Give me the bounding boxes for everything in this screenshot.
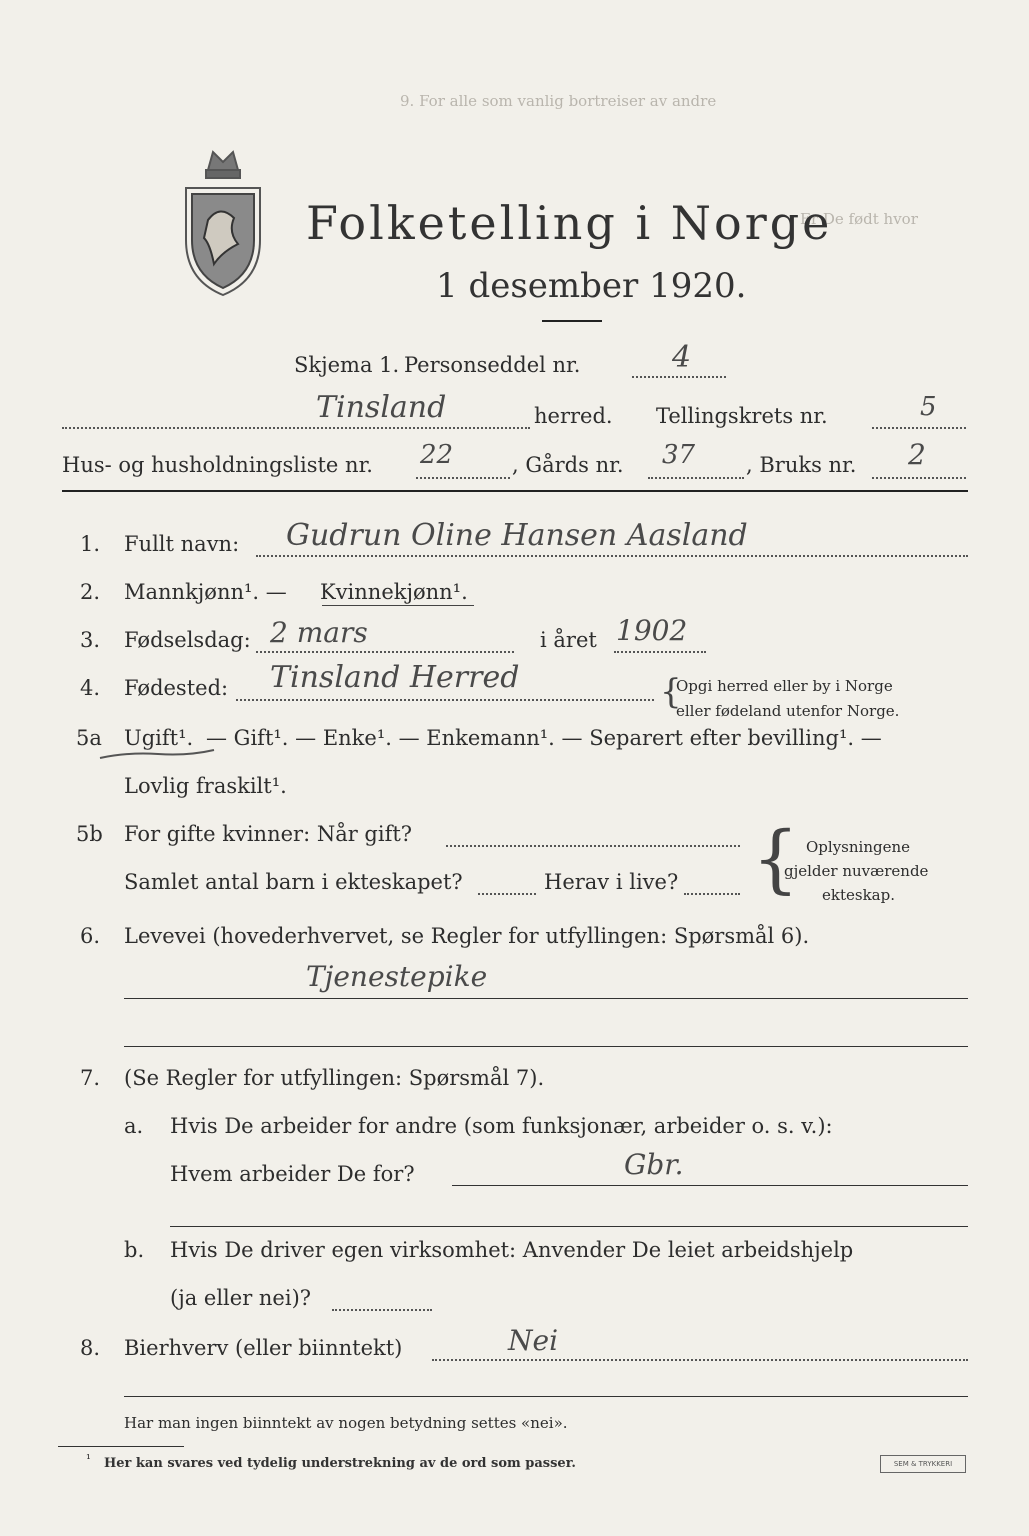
q7b-question: (ja eller nei)? [170,1286,312,1310]
printer-stamp: SEM & TRYKKERI [880,1455,966,1473]
q8-number: 8. [80,1336,101,1360]
q5a-number: 5a [76,726,102,750]
q7b-letter: b. [124,1238,145,1262]
bruks-number[interactable]: 2 [908,438,926,471]
footnote-divider [58,1446,184,1447]
q1-label: Fullt navn: [124,532,240,556]
q7b-field-line [332,1309,432,1311]
bruks-label: , Bruks nr. [746,453,857,477]
q3-year-field-line [614,651,706,653]
q5a-underline-mark [98,744,218,764]
husliste-field-line [416,477,510,479]
birthday-value[interactable]: 2 mars [270,616,368,649]
q8-text: Bierhverv (eller biinntekt) [124,1336,403,1360]
full-name-value[interactable]: Gudrun Oline Hansen Aasland [286,518,748,553]
bruks-field-line [872,477,966,479]
q8-field-line-2 [124,1396,968,1397]
q6-field-line [124,998,968,999]
q7-text: (Se Regler for utfyllingen: Spørsmål 7). [124,1066,545,1090]
q7b-text: Hvis De driver egen virksomhet: Anvender De leiet arbeidshjelp [170,1238,854,1262]
bleed-through-text: Er De født hvor [800,210,918,228]
tellingskrets-label: Tellingskrets nr. [656,404,828,428]
q4-note-line1: Opgi herred eller by i Norge [676,677,893,695]
q7a-letter: a. [124,1114,144,1138]
q7-number: 7. [80,1066,101,1090]
q3-number: 3. [80,628,101,652]
q3-field-line [256,651,514,653]
q7a-text: Hvis De arbeider for andre (som funksjonær, arbeider o. s. v.): [170,1114,833,1138]
tellingskrets-field-line [872,427,966,429]
personseddel-field-line [632,376,726,378]
herred-value[interactable]: Tinsland [316,390,447,425]
footnote-marker: ¹ [86,1452,91,1466]
q5b-note-line3: ekteskap. [822,886,895,904]
q4-label: Fødested: [124,676,229,700]
q8-field-line [432,1359,968,1361]
q5b-note-line2: gjelder nuværende [784,862,929,880]
q5a-divorced-option[interactable]: Lovlig fraskilt¹. [124,774,287,798]
gards-label: , Gårds nr. [512,453,624,477]
tellingskrets-number[interactable]: 5 [920,392,937,422]
personseddel-number[interactable]: 4 [672,340,692,375]
q1-field-line [256,555,968,557]
q5b-alive-field-line [684,893,740,895]
q5b-married-field-line [446,845,740,847]
census-date: 1 desember 1920. [436,266,747,306]
occupation-value[interactable]: Tjenestepike [306,960,488,993]
income-note: Har man ingen biinntekt av nogen betydning settes «nei». [124,1414,568,1432]
q6-field-line-2 [124,1046,968,1047]
q5a-other-options[interactable]: — Gift¹. — Enke¹. — Enkemann¹. — Separert efter bevilling¹. — [206,726,882,750]
q4-brace: { [660,672,682,712]
q3-year-label: i året [540,628,597,652]
q7a-field-line [452,1185,968,1186]
q4-note-line2: eller fødeland utenfor Norge. [676,702,900,720]
herred-field-line [62,427,530,429]
gards-field-line [648,477,744,479]
personseddel-label: Personseddel nr. [404,353,581,377]
q2-number: 2. [80,580,101,604]
q5b-children-field-line [478,893,536,895]
q5b-married-when: For gifte kvinner: Når gift? [124,822,413,846]
side-income-value[interactable]: Nei [508,1324,559,1357]
q7a-field-line-2 [170,1226,968,1227]
q2-female-option[interactable]: Kvinnekjønn¹. [320,580,468,604]
q4-field-line [236,699,654,701]
q6-number: 6. [80,924,101,948]
q7a-question: Hvem arbeider De for? [170,1162,415,1186]
birth-year-value[interactable]: 1902 [616,614,688,647]
birthplace-value[interactable]: Tinsland Herred [270,660,520,695]
q5b-brace: { [752,816,800,902]
q5b-note-line1: Oplysningene [806,838,911,856]
husliste-number[interactable]: 22 [420,440,454,470]
q3-label: Fødselsdag: [124,628,251,652]
q2-underline [322,605,474,606]
q4-number: 4. [80,676,101,700]
q1-number: 1. [80,532,101,556]
header-divider [62,490,968,492]
employer-value[interactable]: Gbr. [624,1148,684,1181]
form-title: Folketelling i Norge [306,196,833,250]
schema-label: Skjema 1. [294,353,400,377]
q5b-children-label: Samlet antal barn i ekteskapet? [124,870,463,894]
title-divider [542,320,602,322]
q6-text: Levevei (hovederhvervet, se Regler for utfyllingen: Spørsmål 6). [124,924,810,948]
q5a-unmarried-option[interactable]: Ugift¹. [124,726,194,750]
husliste-label: Hus- og husholdningsliste nr. [62,453,373,477]
q2-male-option[interactable]: Mannkjønn¹. — [124,580,287,604]
q5b-alive-label: Herav i live? [544,870,679,894]
gards-number[interactable]: 37 [662,440,696,470]
bleed-through-text: 9. For alle som vanlig bortreiser av andre [400,92,717,110]
herred-label: herred. [534,404,613,428]
q5b-number: 5b [76,822,103,846]
coat-of-arms-icon [178,140,268,300]
footnote-text: Her kan svares ved tydelig understrekning av de ord som passer. [104,1456,576,1471]
